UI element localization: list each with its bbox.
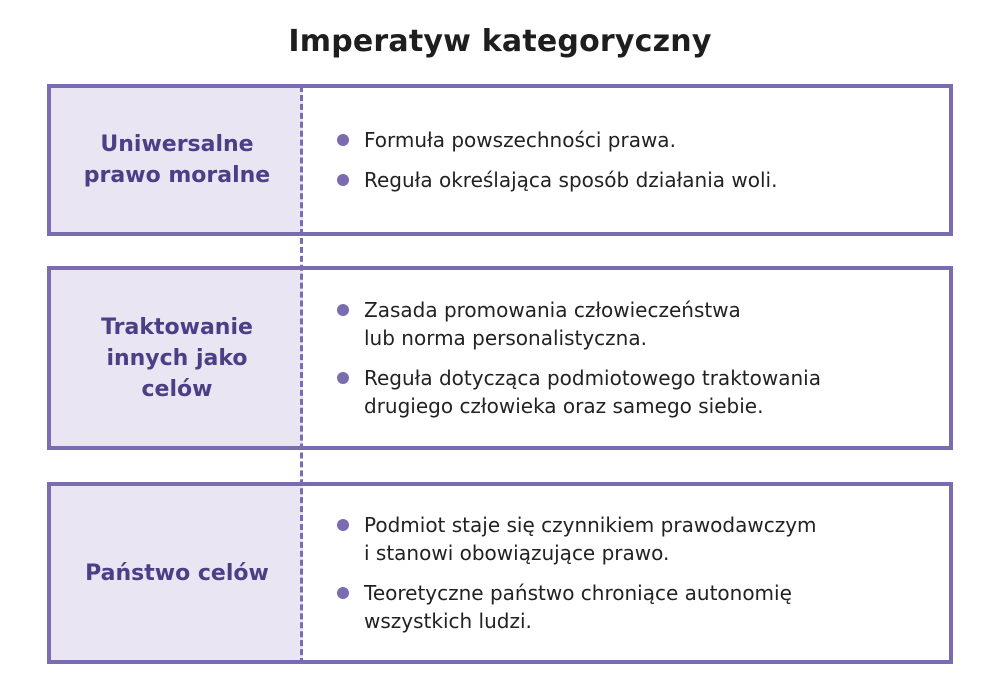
diagram-title: Imperatyw kategoryczny — [288, 24, 712, 59]
list-item — [337, 364, 933, 420]
row-uniwersalne-prawo-moralne — [47, 84, 953, 236]
list-item — [337, 579, 933, 635]
list-item-text: Zasada promowania człowieczeństwa lub norma personalistyczna. — [364, 298, 741, 350]
bullet-dot-icon — [337, 519, 349, 531]
row-items — [303, 270, 949, 446]
row-label-cell — [51, 88, 303, 232]
row-label: Uniwersalne prawo moralne — [83, 132, 271, 188]
row-label: Traktowanie innych jako celów — [101, 314, 253, 402]
bullet-dot-icon — [337, 174, 349, 186]
bullet-dot-icon — [337, 587, 349, 599]
row-items — [303, 88, 949, 232]
list-item — [337, 511, 933, 567]
bullet-dot-icon — [337, 372, 349, 384]
row-items — [303, 486, 949, 660]
bullet-dot-icon — [337, 304, 349, 316]
dashed-divider — [300, 86, 303, 664]
list-item-text: Teoretyczne państwo chroniące autonomię wszystkich ludzi. — [364, 581, 792, 633]
list-item-text: Reguła określająca sposób działania woli. — [364, 168, 778, 192]
list-item-text: Podmiot staje się czynnikiem prawodawczym i stanowi obowiązujące prawo. — [364, 513, 817, 565]
row-panstwo-celow — [47, 482, 953, 664]
list-item — [337, 296, 933, 352]
list-item-text: Reguła dotycząca podmiotowego traktowania drugiego człowieka oraz samego siebie. — [364, 366, 821, 418]
row-label-cell — [51, 270, 303, 446]
list-item — [337, 166, 933, 194]
list-item — [337, 126, 933, 154]
row-label: Państwo celów — [85, 560, 269, 586]
list-item-text: Formuła powszechności prawa. — [364, 128, 676, 152]
row-label-cell — [51, 486, 303, 660]
bullet-dot-icon — [337, 134, 349, 146]
row-traktowanie-innych-jako-celow — [47, 266, 953, 450]
